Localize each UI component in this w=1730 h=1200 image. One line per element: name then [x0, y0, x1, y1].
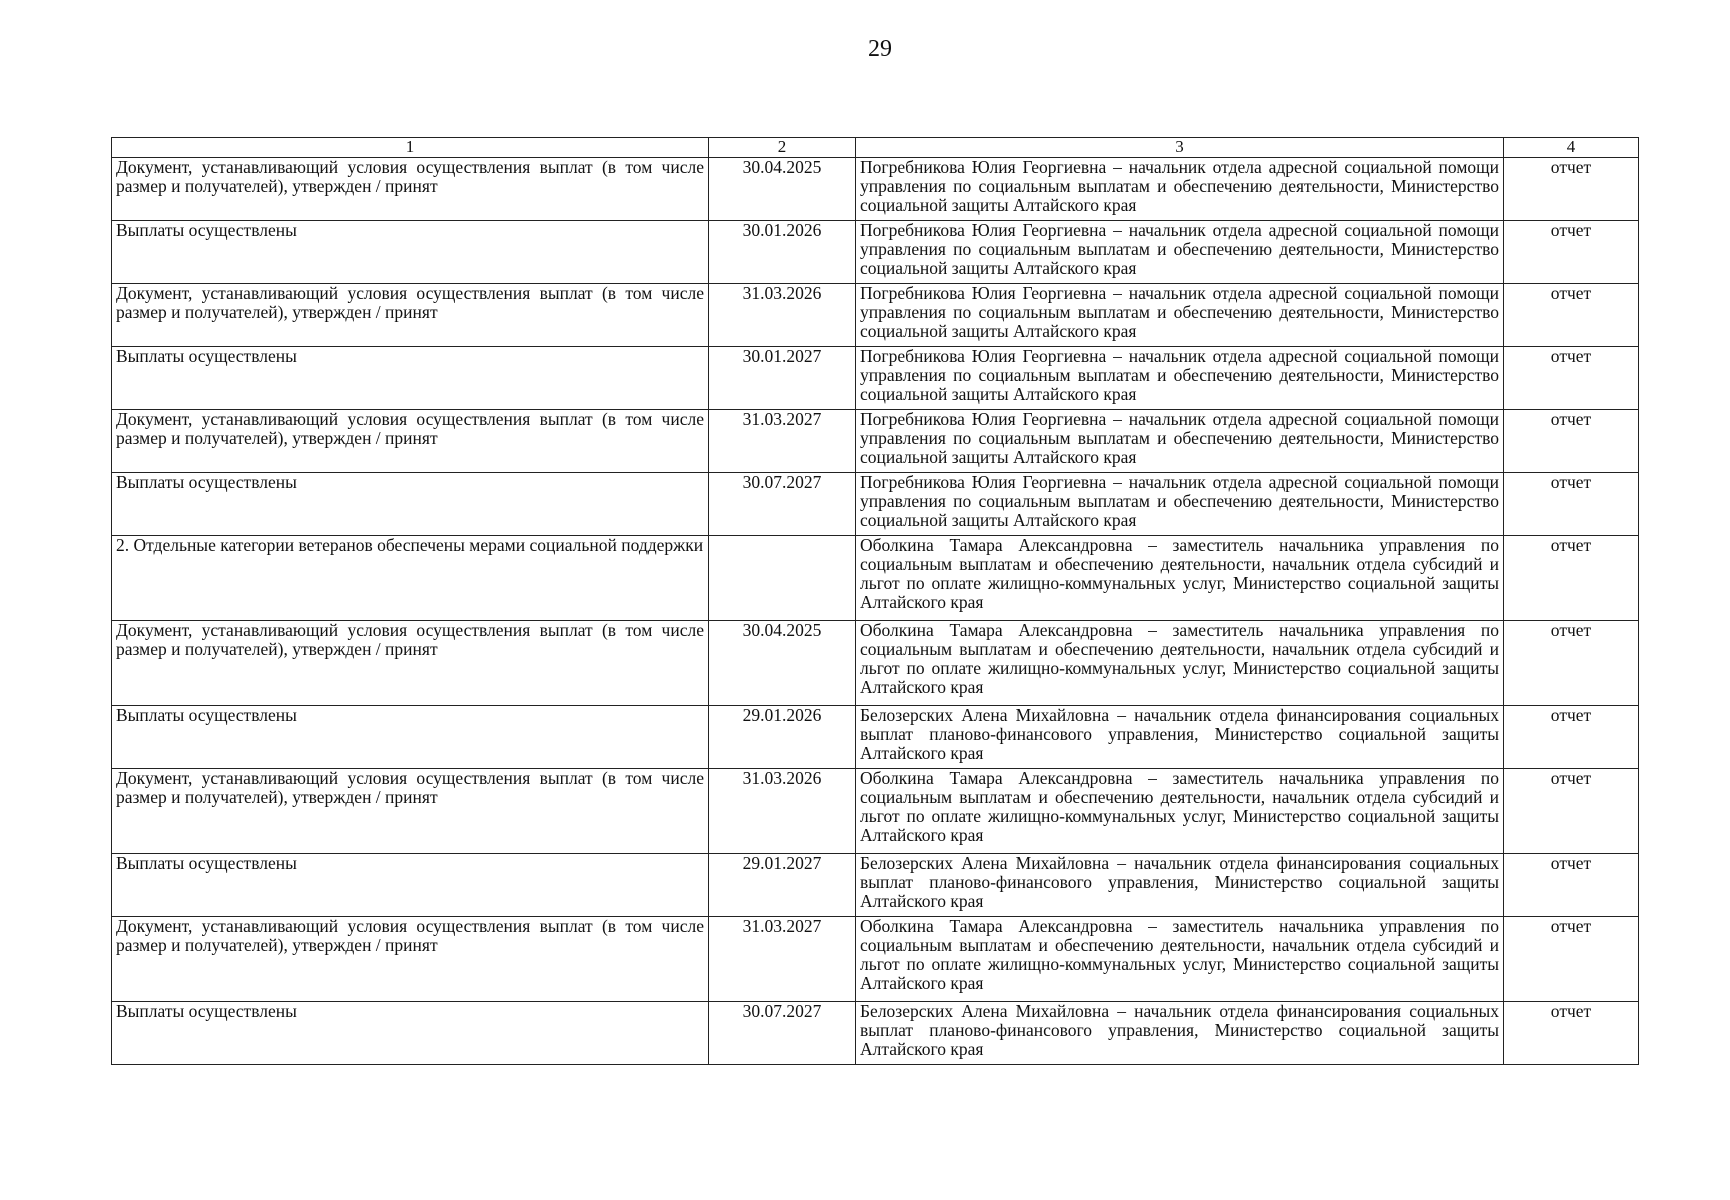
report-type-cell: отчет [1504, 621, 1639, 706]
result-cell: Выплаты осуществлены [112, 854, 709, 917]
result-cell: 2. Отдельные категории ветеранов обеспечены мерами социальной поддержки [112, 536, 709, 621]
report-type-cell: отчет [1504, 473, 1639, 536]
report-type-cell: отчет [1504, 706, 1639, 769]
table-row [112, 473, 1639, 536]
table-row [112, 410, 1639, 473]
column-header-2: 2 [709, 138, 856, 158]
date-cell: 31.03.2026 [709, 769, 856, 854]
result-cell: Выплаты осуществлены [112, 706, 709, 769]
report-type-cell: отчет [1504, 410, 1639, 473]
responsible-cell: Белозерских Алена Михайловна – начальник отдела финансирования социальных выплат планово-финансового управления, Министерство социальной защиты Алтайского края [856, 854, 1504, 917]
table-row [112, 917, 1639, 1002]
date-cell: 30.01.2027 [709, 347, 856, 410]
report-table [111, 137, 1639, 1065]
responsible-cell: Погребникова Юлия Георгиевна – начальник отдела адресной социальной помощи управления по социальным выплатам и обеспечению деятельности, Министерство социальной защиты Алтайского края [856, 284, 1504, 347]
responsible-cell: Оболкина Тамара Александровна – заместитель начальника управления по социальным выплатам и обеспечению деятельности, начальник отдела субсидий и льгот по оплате жилищно-коммунальных услуг, Министерство социальной защиты Алтайского края [856, 917, 1504, 1002]
responsible-cell: Погребникова Юлия Георгиевна – начальник отдела адресной социальной помощи управления по социальным выплатам и обеспечению деятельности, Министерство социальной защиты Алтайского края [856, 158, 1504, 221]
responsible-cell: Оболкина Тамара Александровна – заместитель начальника управления по социальным выплатам и обеспечению деятельности, начальник отдела субсидий и льгот по оплате жилищно-коммунальных услуг, Министерство социальной защиты Алтайского края [856, 621, 1504, 706]
result-cell: Выплаты осуществлены [112, 473, 709, 536]
result-cell: Документ, устанавливающий условия осуществления выплат (в том числе размер и получателей), утвержден / принят [112, 917, 709, 1002]
page-number: 29 [868, 36, 892, 62]
table-row [112, 621, 1639, 706]
report-type-cell: отчет [1504, 536, 1639, 621]
result-cell: Выплаты осуществлены [112, 1002, 709, 1065]
result-cell: Документ, устанавливающий условия осуществления выплат (в том числе размер и получателей), утвержден / принят [112, 158, 709, 221]
report-type-cell: отчет [1504, 769, 1639, 854]
table-row [112, 158, 1639, 221]
date-cell: 31.03.2026 [709, 284, 856, 347]
result-cell: Документ, устанавливающий условия осуществления выплат (в том числе размер и получателей), утвержден / принят [112, 410, 709, 473]
responsible-cell: Оболкина Тамара Александровна – заместитель начальника управления по социальным выплатам и обеспечению деятельности, начальник отдела субсидий и льгот по оплате жилищно-коммунальных услуг, Министерство социальной защиты Алтайского края [856, 769, 1504, 854]
table-row [112, 854, 1639, 917]
report-type-cell: отчет [1504, 284, 1639, 347]
column-header-3: 3 [856, 138, 1504, 158]
date-cell: 29.01.2027 [709, 854, 856, 917]
date-cell: 31.03.2027 [709, 410, 856, 473]
responsible-cell: Погребникова Юлия Георгиевна – начальник отдела адресной социальной помощи управления по социальным выплатам и обеспечению деятельности, Министерство социальной защиты Алтайского края [856, 221, 1504, 284]
result-cell: Документ, устанавливающий условия осуществления выплат (в том числе размер и получателей), утвержден / принят [112, 284, 709, 347]
result-cell: Выплаты осуществлены [112, 221, 709, 284]
result-cell: Выплаты осуществлены [112, 347, 709, 410]
responsible-cell: Погребникова Юлия Георгиевна – начальник отдела адресной социальной помощи управления по социальным выплатам и обеспечению деятельности, Министерство социальной защиты Алтайского края [856, 410, 1504, 473]
table-row [112, 1002, 1639, 1065]
report-type-cell: отчет [1504, 347, 1639, 410]
report-type-cell: отчет [1504, 221, 1639, 284]
date-cell: 30.07.2027 [709, 1002, 856, 1065]
responsible-cell: Белозерских Алена Михайловна – начальник отдела финансирования социальных выплат планово-финансового управления, Министерство социальной защиты Алтайского края [856, 1002, 1504, 1065]
date-cell: 29.01.2026 [709, 706, 856, 769]
report-type-cell: отчет [1504, 1002, 1639, 1065]
column-header-1: 1 [112, 138, 709, 158]
table-header-row [112, 138, 1639, 158]
report-type-cell: отчет [1504, 917, 1639, 1002]
result-cell: Документ, устанавливающий условия осуществления выплат (в том числе размер и получателей), утвержден / принят [112, 621, 709, 706]
responsible-cell: Погребникова Юлия Георгиевна – начальник отдела адресной социальной помощи управления по социальным выплатам и обеспечению деятельности, Министерство социальной защиты Алтайского края [856, 473, 1504, 536]
column-header-4: 4 [1504, 138, 1639, 158]
responsible-cell: Белозерских Алена Михайловна – начальник отдела финансирования социальных выплат планово-финансового управления, Министерство социальной защиты Алтайского края [856, 706, 1504, 769]
table-row [112, 706, 1639, 769]
table-row [112, 284, 1639, 347]
report-type-cell: отчет [1504, 158, 1639, 221]
date-cell: 30.01.2026 [709, 221, 856, 284]
responsible-cell: Оболкина Тамара Александровна – заместитель начальника управления по социальным выплатам и обеспечению деятельности, начальник отдела субсидий и льгот по оплате жилищно-коммунальных услуг, Министерство социальной защиты Алтайского края [856, 536, 1504, 621]
responsible-cell: Погребникова Юлия Георгиевна – начальник отдела адресной социальной помощи управления по социальным выплатам и обеспечению деятельности, Министерство социальной защиты Алтайского края [856, 347, 1504, 410]
date-cell [709, 536, 856, 621]
table-row [112, 347, 1639, 410]
date-cell: 30.07.2027 [709, 473, 856, 536]
report-type-cell: отчет [1504, 854, 1639, 917]
table-row [112, 221, 1639, 284]
table-row [112, 536, 1639, 621]
date-cell: 30.04.2025 [709, 158, 856, 221]
table-row [112, 769, 1639, 854]
date-cell: 31.03.2027 [709, 917, 856, 1002]
result-cell: Документ, устанавливающий условия осуществления выплат (в том числе размер и получателей), утвержден / принят [112, 769, 709, 854]
date-cell: 30.04.2025 [709, 621, 856, 706]
